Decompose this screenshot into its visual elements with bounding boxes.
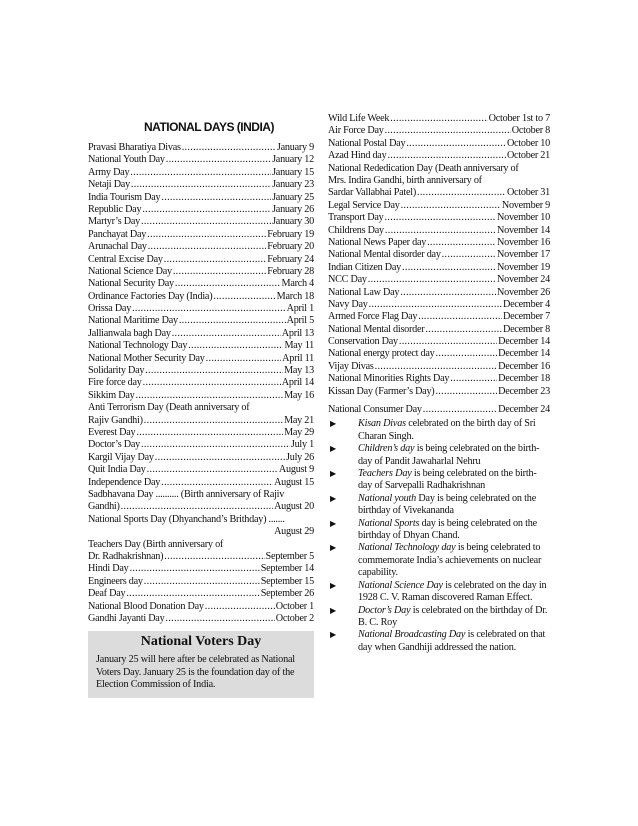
teachers-day-line: Teachers Day (Birth anniversary of xyxy=(88,538,224,550)
list-item xyxy=(328,336,550,348)
day-date: July 26 xyxy=(286,451,314,463)
bullet-arrow-icon: ▶ xyxy=(330,493,336,503)
list-item xyxy=(88,452,314,464)
sports-day-date: August 29 xyxy=(274,526,314,538)
list-item xyxy=(328,287,550,299)
list-item xyxy=(88,216,314,228)
right-day-list-1 xyxy=(328,113,550,163)
day-name: NCC Day xyxy=(328,274,367,286)
day-name: Vijay Divas xyxy=(328,360,374,372)
list-item xyxy=(328,249,550,261)
day-date: September 26 xyxy=(260,588,314,600)
list-item xyxy=(328,200,550,212)
page-title: NATIONAL DAYS (INDIA) xyxy=(144,120,274,134)
day-name: Kissan Day (Farmer’s Day) xyxy=(328,385,435,397)
list-item xyxy=(88,303,314,315)
day-date: January 26 xyxy=(272,203,314,215)
day-name: Sikkim Day xyxy=(88,389,135,401)
list-item xyxy=(88,377,314,389)
day-name: Netaji Day xyxy=(88,179,130,191)
day-name: Army Day xyxy=(88,166,130,178)
list-item xyxy=(88,390,314,402)
day-name: Solidarity Day xyxy=(88,365,145,377)
list-item xyxy=(328,386,550,398)
list-item xyxy=(88,477,314,489)
list-item xyxy=(88,229,314,241)
bullet-list xyxy=(328,418,550,654)
bullet-text: is being celebrated on the birth-day of Pandit Jawaharlal Nehru xyxy=(358,443,540,467)
bullet-arrow-icon: ▶ xyxy=(330,543,336,553)
terrorism-day-line: Anti Terrorism Day (Death anniversary of xyxy=(88,402,250,414)
day-date: December 18 xyxy=(498,373,550,385)
day-name: Deaf Day xyxy=(88,588,126,600)
day-name: Gandhi Jayanti Day xyxy=(88,612,165,624)
list-item: Gandhi) ..... August 20 xyxy=(88,501,314,513)
day-name: National Postal Day xyxy=(328,137,406,149)
day-name: Martyr’s Day xyxy=(88,216,140,228)
list-item xyxy=(88,142,314,154)
day-date: March 4 xyxy=(281,278,314,290)
day-name: National Security Day xyxy=(88,278,174,290)
list-item xyxy=(328,311,550,323)
day-date: August 15 xyxy=(274,476,314,488)
right-column xyxy=(328,113,550,654)
day-date: December 7 xyxy=(503,311,550,323)
list-item xyxy=(328,187,550,199)
list-item xyxy=(88,179,314,191)
sports-day-line: National Sports Day (Dhyanchand’s Brithday) ....... xyxy=(88,513,285,525)
rededication-day-line-1: National Rededication Day (Death anniversary of xyxy=(328,162,519,174)
day-name: National Youth Day xyxy=(88,154,165,166)
bullet-emphasis: National Broadcasting Day xyxy=(358,629,466,641)
bullet-emphasis: Doctor’s Day xyxy=(358,604,411,616)
bullet-arrow-icon: ▶ xyxy=(330,630,336,640)
list-item xyxy=(328,262,550,274)
day-name: Armed Force Flag Day xyxy=(328,311,418,323)
day-name: National Technology Day xyxy=(88,340,188,352)
list-item xyxy=(88,266,314,278)
day-name: Republic Day xyxy=(88,203,142,215)
left-day-list-2 xyxy=(88,415,314,489)
day-date: November 26 xyxy=(497,286,550,298)
list-item xyxy=(88,427,314,439)
list-item xyxy=(88,204,314,216)
rededication-day-line-2: Mrs. Indira Gandhi, birth anniversary of xyxy=(328,174,482,186)
left-day-list-1 xyxy=(88,142,314,402)
list-item xyxy=(328,348,550,360)
list-item xyxy=(88,588,314,600)
day-date: November 19 xyxy=(497,261,550,273)
day-name: Panchayat Day xyxy=(88,228,147,240)
list-item xyxy=(88,278,314,290)
day-name: Ordinance Factories Day (India) xyxy=(88,290,213,302)
day-date: November 17 xyxy=(497,249,550,261)
bullet-item xyxy=(328,518,550,543)
list-item xyxy=(328,150,550,162)
list-item xyxy=(88,353,314,365)
list-item xyxy=(88,167,314,179)
list-item xyxy=(88,328,314,340)
right-day-list-2 xyxy=(328,187,550,398)
day-date: October 31 xyxy=(506,187,550,199)
day-date: March 18 xyxy=(276,290,314,302)
bullet-arrow-icon: ▶ xyxy=(330,518,336,528)
bullet-text: is celebrated on the birthday of Dr. B. C. Roy xyxy=(358,604,548,628)
list-item xyxy=(328,212,550,224)
day-date: November 16 xyxy=(497,236,550,248)
day-name: National News Paper day xyxy=(328,236,427,248)
day-name: Dr. Radhakrishnan) xyxy=(88,550,164,562)
bullet-item xyxy=(328,605,550,630)
day-date: December 23 xyxy=(498,385,550,397)
day-name: Rajiv Gandhi) xyxy=(88,414,143,426)
list-item xyxy=(328,237,550,249)
day-name: National Mental disorder xyxy=(328,323,425,335)
bullet-emphasis: Children’s day xyxy=(358,443,415,455)
day-date: May 16 xyxy=(284,389,314,401)
list-item xyxy=(88,415,314,427)
day-date: November 14 xyxy=(497,224,550,236)
bullet-arrow-icon: ▶ xyxy=(330,580,336,590)
day-date: November 24 xyxy=(497,274,550,286)
list-item xyxy=(328,113,550,125)
day-name: Sardar Vallabhai Patel) xyxy=(328,187,416,199)
day-date: January 9 xyxy=(276,142,314,153)
day-date: January 15 xyxy=(272,166,314,178)
consumer-day-row: National Consumer Day ..... December 24 xyxy=(328,404,550,416)
day-date: October 2 xyxy=(275,612,314,624)
bullet-text: is celebrated on the day in 1928 C. V. Raman discovered Raman Effect. xyxy=(358,579,547,604)
day-name: Independence Day xyxy=(88,476,161,488)
list-item xyxy=(88,613,314,625)
day-name: Transport Day xyxy=(328,212,384,224)
bullet-text: celebrated on the birth day of Sri Charan Singh. xyxy=(358,418,536,442)
list-item xyxy=(88,365,314,377)
bullet-emphasis: Teachers Day xyxy=(358,468,412,480)
voters-day-box xyxy=(88,631,314,698)
bullet-item xyxy=(328,443,550,468)
day-name: National Science Day xyxy=(88,265,172,277)
bullet-item xyxy=(328,468,550,493)
day-name: India Tourism Day xyxy=(88,191,161,203)
bullet-text: is celebrated on that day when Gandhiji addressed the nation. xyxy=(358,629,546,653)
day-date: September 5 xyxy=(265,550,314,562)
day-name: Everest Day xyxy=(88,427,136,438)
bullet-emphasis: National Science Day xyxy=(358,579,443,591)
list-item xyxy=(328,225,550,237)
bullet-emphasis: National youth xyxy=(358,492,417,504)
day-date: October 10 xyxy=(506,137,550,149)
list-item xyxy=(328,125,550,137)
voters-day-text: January 25 will here after be celebrated as National Voters Day. January 25 is the foundation day of the Election Commission of India. xyxy=(96,654,295,691)
day-name: Fire force day xyxy=(88,377,142,389)
day-date: December 4 xyxy=(503,298,550,310)
day-date: January 30 xyxy=(272,216,314,228)
bullet-arrow-icon: ▶ xyxy=(330,605,336,615)
day-date: December 8 xyxy=(503,323,550,335)
day-date: April 11 xyxy=(282,352,314,364)
day-name: Indian Citizen Day xyxy=(328,261,402,273)
list-item xyxy=(88,154,314,166)
day-date: November 10 xyxy=(497,212,550,224)
day-date: February 28 xyxy=(267,265,314,277)
day-date: October 1st to 7 xyxy=(488,113,550,124)
day-date: September 15 xyxy=(260,575,314,587)
day-name: Quit India Day xyxy=(88,464,146,476)
bullet-emphasis: National Technology day xyxy=(358,542,456,554)
list-item xyxy=(88,254,314,266)
day-name: Doctor’s Day xyxy=(88,439,140,451)
day-date: December 16 xyxy=(498,360,550,372)
day-date: December 14 xyxy=(498,336,550,348)
day-date: December 14 xyxy=(498,348,550,360)
day-name: Azad Hind day xyxy=(328,150,387,162)
day-date: February 24 xyxy=(267,253,314,265)
list-item xyxy=(88,439,314,451)
day-date: October 21 xyxy=(506,150,550,162)
day-name: National Mother Security Day xyxy=(88,352,205,364)
day-name: National Mental disorder day xyxy=(328,249,441,261)
list-item xyxy=(88,576,314,588)
day-name: Arunachal Day xyxy=(88,241,147,253)
bullet-text: Day is being celebrated on the birthday of Vivekananda xyxy=(358,492,537,517)
day-name: Hindi Day xyxy=(88,563,129,575)
bullet-emphasis: Kisan Divas xyxy=(358,418,406,430)
day-name: Orissa Day xyxy=(88,303,132,315)
day-date: April 1 xyxy=(286,303,314,315)
day-name: Air Force Day xyxy=(328,125,384,137)
day-name: Conservation Day xyxy=(328,336,398,348)
day-date: October 1 xyxy=(275,600,314,612)
day-name: Wild Life Week xyxy=(328,113,390,124)
list-item xyxy=(328,373,550,385)
sadbhavana-day-line: Sadbhavana Day .......... (Birth anniversary of Rajiv xyxy=(88,488,285,500)
day-date: May 21 xyxy=(284,414,314,426)
day-date: October 8 xyxy=(511,125,550,137)
day-date: May 11 xyxy=(284,340,314,352)
bullet-item xyxy=(328,629,550,654)
day-date: April 13 xyxy=(281,327,314,339)
list-item xyxy=(88,563,314,575)
bullet-item xyxy=(328,542,550,579)
day-name: Navy Day xyxy=(328,298,368,310)
day-date: January 25 xyxy=(272,191,314,203)
list-item xyxy=(88,291,314,303)
day-name: National energy protect day xyxy=(328,348,435,360)
day-name: Kargil Vijay Day xyxy=(88,451,154,463)
voters-day-title: National Voters Day xyxy=(140,634,262,650)
day-date: February 19 xyxy=(267,228,314,240)
day-date: May 29 xyxy=(284,427,314,438)
list-item xyxy=(88,192,314,204)
bullet-arrow-icon: ▶ xyxy=(330,444,336,454)
day-date: September 14 xyxy=(260,563,314,575)
day-date: November 9 xyxy=(501,199,550,211)
list-item xyxy=(88,241,314,253)
day-name: National Blood Donation Day xyxy=(88,600,204,612)
day-date: May 13 xyxy=(284,365,314,377)
day-name: Jallianwala bagh Day xyxy=(88,327,171,339)
bullet-arrow-icon: ▶ xyxy=(330,469,336,479)
list-item xyxy=(88,340,314,352)
list-item xyxy=(88,601,314,613)
day-name: National Law Day xyxy=(328,286,400,298)
list-item xyxy=(328,299,550,311)
left-column xyxy=(88,120,314,698)
day-name: Central Excise Day xyxy=(88,253,163,265)
day-date: February 20 xyxy=(267,241,314,253)
day-name: Engineers day xyxy=(88,575,143,587)
list-item xyxy=(328,361,550,373)
bullet-item xyxy=(328,580,550,605)
list-item xyxy=(88,551,314,563)
day-date: August 9 xyxy=(278,464,314,476)
left-day-list-3 xyxy=(88,551,314,625)
bullet-emphasis: National Sports xyxy=(358,517,420,529)
day-name: Childrens Day xyxy=(328,224,384,236)
bullet-text: day is being celebrated on the birthday of Dhyan Chand. xyxy=(358,517,537,542)
day-name: National Maritime Day xyxy=(88,315,178,327)
list-item xyxy=(328,138,550,150)
day-date: April 5 xyxy=(286,315,314,327)
day-name: Legal Service Day xyxy=(328,199,400,211)
bullet-text: is being celebrated to commemorate India’s achievements on nuclear capability. xyxy=(358,542,542,579)
day-name: Pravasi Bharatiya Divas xyxy=(88,142,181,153)
day-date: January 12 xyxy=(272,154,314,166)
bullet-arrow-icon: ▶ xyxy=(330,419,336,429)
bullet-item xyxy=(328,418,550,443)
list-item xyxy=(328,274,550,286)
day-name: National Minorities Rights Day xyxy=(328,373,450,385)
day-date: April 14 xyxy=(281,377,314,389)
list-item xyxy=(88,315,314,327)
list-item xyxy=(88,464,314,476)
day-date: July 1 xyxy=(290,439,314,451)
bullet-item xyxy=(328,493,550,518)
list-item xyxy=(328,324,550,336)
bullet-text: is being celebrated on the birth-day of Sarvepalli Radhakrishnan xyxy=(358,468,537,492)
day-date: January 23 xyxy=(272,179,314,191)
